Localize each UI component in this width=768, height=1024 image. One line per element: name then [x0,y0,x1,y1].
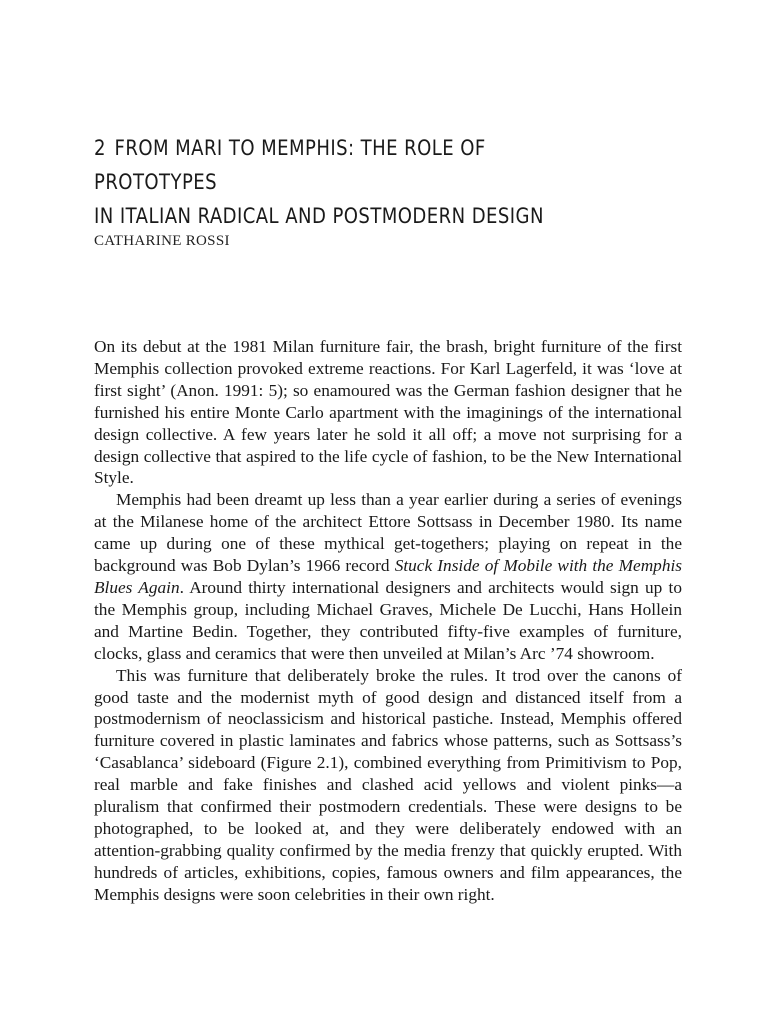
chapter-heading [94,131,610,233]
chapter-title-line-1: FROM MARI TO MEMPHIS: THE ROLE OF PROTOTYPES [94,136,486,194]
chapter-title-line-2: IN ITALIAN RADICAL AND POSTMODERN DESIGN [94,204,544,228]
chapter-body [94,336,682,906]
paragraph-2-text-before-title: Memphis had been dreamt up less than a year earlier during a series of evenings at the Milanese home of the architect Ettore Sottsass in December 1980. Its name came up during one of these mythical get-togethers; playing on repeat in the background was Bob Dylan’s 1966 record [94,490,682,576]
chapter-author: CATHARINE ROSSI [94,233,230,249]
book-page [94,0,682,1024]
body-paragraph-2 [94,489,682,664]
chapter-number: 2 [94,136,106,160]
record-title: Stuck Inside of Mobile with the Memphis Blues Again [94,556,682,597]
paragraph-2-text-after-title: . Around thirty international designers and architects would sign up to the Memphis group, including Michael Graves, Michele De Lucchi, Hans Hollein and Martine Bedin. Together, they contributed fifty-five examples of furniture, clocks, glass and ceramics that were then unveiled at Milan’s Arc ’74 showroom. [94,577,682,663]
body-paragraph-1: On its debut at the 1981 Milan furniture fair, the brash, bright furniture of the first Memphis collection provoked extreme reactions. For Karl Lagerfeld, it was ‘love at first sight’ (Anon. 1991: 5); so enamoured was the German fashion designer that he furnished his entire Monte Carlo apartment with the imaginings of the international design collective. A few years later he sold it all off; a move not surprising for a design collective that aspired to the life cycle of fashion, to be the New International Style. [94,337,682,488]
body-paragraph-3: This was furniture that deliberately broke the rules. It trod over the canons of good taste and the modernist myth of good design and distanced itself from a postmodernism of neoclassicism and historical pastiche. Instead, Memphis offered furniture covered in plastic laminates and fabrics whose patterns, such as Sottsass’s ‘Casablanca’ sideboard (Figure 2.1), combined everything from Primitivism to Pop, real marble and fake finishes and clashed acid yellows and violent pinks—a pluralism that confirmed their postmodern credentials. These were designs to be photographed, to be looked at, and they were deliberately endowed with an attention-grabbing quality confirmed by the media frenzy that quickly erupted. With hundreds of articles, exhibitions, copies, famous owners and film appearances, the Memphis designs were soon celebrities in their own right. [94,665,682,904]
